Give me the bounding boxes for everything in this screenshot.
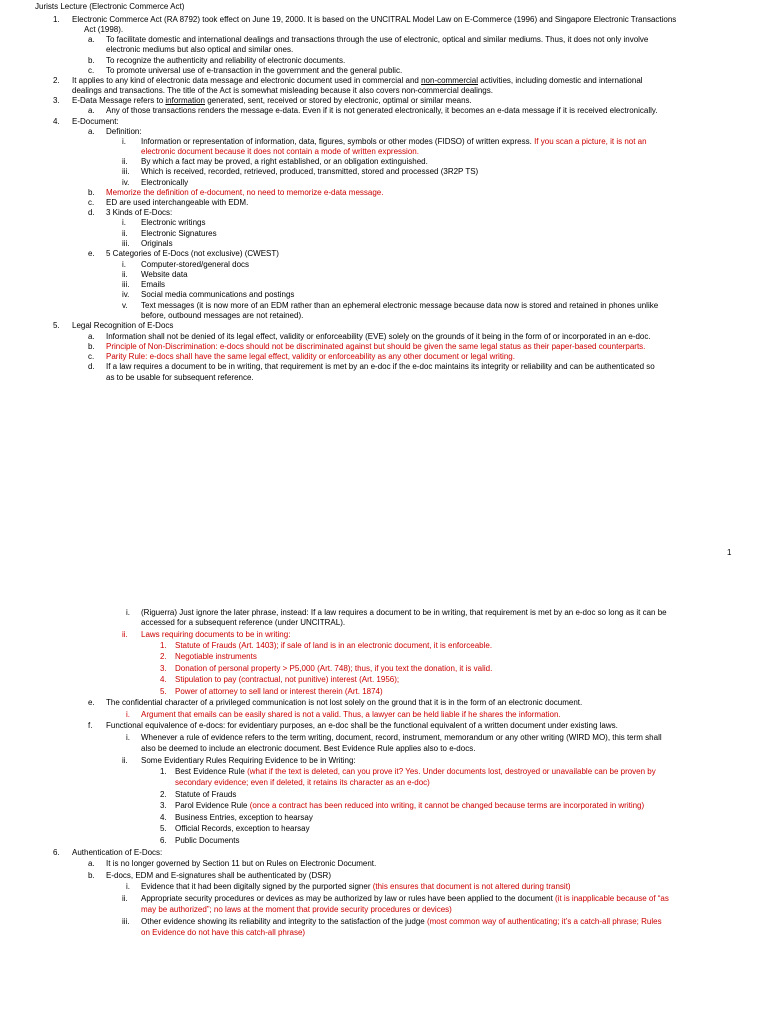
text-line: [141, 744, 475, 754]
line-text: Information shall not be denied of its legal effect, validity or enforceability (EVE) solely on the grounds of it being in the form of or incorporated in an e-doc.: [106, 332, 651, 341]
list-marker: iii.: [122, 917, 130, 926]
text-line: [175, 652, 257, 662]
text-line: [141, 608, 667, 618]
red-annotation: (once a contract has been reduced into writing, it cannot be changed because terms are incorporated in writing): [249, 801, 645, 810]
red-annotation: Principle of Non-Discrimination: e-docs should not be discriminated against but should be given the same legal status as their paper-based counterparts.: [106, 342, 646, 351]
line-text: Originals: [141, 239, 173, 248]
list-marker: v.: [122, 301, 128, 310]
text-line: [141, 280, 165, 290]
document-title: Jurists Lecture (Electronic Commerce Act): [35, 2, 185, 11]
line-text: If a law requires a document to be in writing, that requirement is met by an e-doc if the e-doc maintains its integrity or reliability and can be authenticated so: [106, 362, 655, 371]
text-line: [106, 188, 383, 198]
list-marker: iii.: [122, 239, 130, 248]
text-line: [106, 127, 142, 137]
list-marker: 5.: [160, 687, 167, 696]
list-marker: 3.: [160, 801, 167, 810]
list-marker: f.: [88, 721, 93, 730]
line-text: Parol Evidence Rule: [175, 801, 248, 810]
line-text: Whenever a rule of evidence refers to the term writing, document, record, instrument, memorandum or any other writing (WIRD MO), this term shall: [141, 733, 662, 742]
text-line: [141, 157, 428, 167]
list-marker: iii.: [122, 167, 130, 176]
text-line: [72, 76, 643, 86]
line-text: E-docs, EDM and E-signatures shall be authenticated by (DSR): [106, 871, 331, 880]
text-line: [175, 641, 492, 651]
red-annotation: Memorize the definition of e-document, no need to memorize e-data message.: [106, 188, 384, 197]
list-marker: c.: [88, 66, 95, 75]
red-annotation: Parity Rule: e-docs shall have the same legal effect, validity or enforceability as any other document or legal writing.: [106, 352, 515, 361]
text-line: [106, 45, 293, 55]
line-text: Definition:: [106, 127, 142, 136]
red-annotation: (it is inapplicable because of “as: [555, 894, 669, 903]
underlined-term: information: [165, 96, 205, 105]
text-line: [175, 664, 492, 674]
line-text: Other evidence showing its reliability and integrity to the satisfaction of the judge: [141, 917, 425, 926]
text-line: [106, 342, 645, 352]
text-line: [141, 928, 305, 938]
text-line: [141, 147, 419, 157]
text-line: [175, 801, 644, 811]
text-line: [175, 790, 236, 800]
list-marker: 2.: [160, 652, 167, 661]
red-annotation: Argument that emails can be easily shared is not a valid. Thus, a lawyer can be held liable if he shares the information.: [141, 710, 561, 719]
line-text: The confidential character of a privileged communication is not lost solely on the ground that it is in the form of an electronic document.: [106, 698, 583, 707]
list-marker: 6.: [53, 848, 60, 857]
list-marker: 1.: [160, 767, 167, 776]
red-annotation: (what if the text is deleted, can you prove it? Yes. Under documents lost, destroyed or unavailable can be proven by: [247, 767, 656, 776]
text-line: [106, 35, 648, 45]
line-text: Website data: [141, 270, 188, 279]
line-text: also be deemed to include an electronic document. Best Evidence Rule applies also to e-docs.: [141, 744, 476, 753]
line-text: By which a fact may be proved, a right established, or an obligation extinguished.: [141, 157, 428, 166]
red-annotation: (this ensures that document is not altered during transit): [372, 882, 571, 891]
text-line: [106, 198, 248, 208]
text-line: [106, 362, 655, 372]
text-line: [72, 15, 676, 25]
line-text: It is no longer governed by Section 11 but on Rules on Electronic Document.: [106, 859, 377, 868]
line-text: Public Documents: [175, 836, 240, 845]
text-line: [72, 96, 472, 106]
line-text: E-Data Message refers to: [72, 96, 164, 105]
text-line: [141, 733, 662, 743]
line-text: To promote universal use of e-transaction in the government and the general public.: [106, 66, 403, 75]
line-text: Social media communications and postings: [141, 290, 295, 299]
text-line: [141, 905, 452, 915]
text-line: [72, 321, 173, 331]
list-marker: b.: [88, 871, 95, 880]
red-annotation: If you scan a picture, it is not an: [534, 137, 647, 146]
text-line: [106, 373, 254, 383]
red-annotation: Donation of personal property > P5,000 (Art. 748); thus, if you text the donation, it is valid.: [175, 664, 493, 673]
list-marker: 3.: [160, 664, 167, 673]
list-marker: 4.: [160, 813, 167, 822]
red-annotation: may be authorized”; no laws at the moment that provide security procedures or devices): [141, 905, 452, 914]
text-line: [141, 618, 345, 628]
text-line: [84, 25, 123, 35]
line-text: ED are used interchangeable with EDM.: [106, 198, 249, 207]
red-annotation: (most common way of authenticating; it’s a catch-all phrase; Rules: [426, 917, 662, 926]
text-line: [106, 208, 172, 218]
list-marker: a.: [88, 127, 95, 136]
list-marker: 1.: [53, 15, 60, 24]
red-annotation: Statute of Frauds (Art. 1403); if sale of land is in an electronic document, it is enforceable.: [175, 641, 493, 650]
list-marker: 6.: [160, 836, 167, 845]
line-text: Any of those transactions renders the message e-data. Even if it is not generated electronically, it becomes an e-data message if it is received electronically.: [106, 106, 658, 115]
line-text: Act (1998).: [84, 25, 124, 34]
page-number: 1: [727, 548, 732, 557]
line-text: Computer-stored/general docs: [141, 260, 250, 269]
text-line: [106, 332, 651, 342]
text-line: [175, 687, 383, 697]
list-marker: b.: [88, 188, 95, 197]
line-text: dealings and transactions. The title of the Act is somewhat misleading because it also covers non-commercial dealings.: [72, 86, 493, 95]
line-text: Electronic Commerce Act (RA 8792) took effect on June 19, 2000. It is based on the UNCITRAL Model Law on E-Commerce (1996) and Singapore Electronic Transactions: [72, 15, 677, 24]
text-line: [175, 836, 239, 846]
text-line: [106, 859, 376, 869]
list-marker: a.: [88, 859, 95, 868]
list-marker: c.: [88, 198, 95, 207]
list-marker: ii.: [122, 756, 128, 765]
line-text: electronic mediums but also optical and similar ones.: [106, 45, 294, 54]
text-line: [141, 229, 217, 239]
list-marker: i.: [122, 218, 126, 227]
text-line: [72, 848, 162, 858]
text-line: [141, 137, 647, 147]
list-marker: iv.: [122, 290, 130, 299]
list-marker: iii.: [122, 280, 130, 289]
red-annotation: Laws requiring documents to be in writing:: [141, 630, 291, 639]
line-text: Information or representation of information, data, figures, symbols or other modes (FIDSO) of written express.: [141, 137, 532, 146]
text-line: [106, 56, 345, 66]
line-text: Authentication of E-Docs:: [72, 848, 163, 857]
text-line: [175, 813, 313, 823]
text-line: [106, 871, 331, 881]
line-text: Functional equivalence of e-docs: for evidentiary purposes, an e-doc shall be the functional equivalent of a written document under existing laws.: [106, 721, 618, 730]
red-annotation: Power of attorney to sell land or interest therein (Art. 1874): [175, 687, 383, 696]
text-line: [141, 270, 188, 280]
list-marker: e.: [88, 698, 95, 707]
list-marker: 5.: [160, 824, 167, 833]
line-text: Electronic Signatures: [141, 229, 217, 238]
text-line: [141, 290, 294, 300]
line-text: To facilitate domestic and international dealings and transactions through the use of electronic, optical and similar mediums. Thus, it does not only involve: [106, 35, 649, 44]
line-text: Electronically: [141, 178, 189, 187]
list-marker: d.: [88, 362, 95, 371]
list-marker: b.: [88, 342, 95, 351]
text-line: [106, 721, 618, 731]
text-line: [141, 894, 669, 904]
list-marker: 4.: [53, 117, 60, 126]
list-marker: ii.: [122, 630, 128, 639]
list-marker: 2.: [160, 790, 167, 799]
list-marker: i.: [126, 733, 130, 742]
text-line: [72, 86, 493, 96]
line-text: Which is received, recorded, retrieved, produced, transmitted, stored and processed (3R2P TS): [141, 167, 479, 176]
red-annotation: on Evidence do not have this catch-all phrase): [141, 928, 306, 937]
line-text: accessed for a subsequent reference (under UNCITRAL).: [141, 618, 346, 627]
list-marker: d.: [88, 208, 95, 217]
text-line: [141, 630, 290, 640]
list-marker: ii.: [122, 270, 128, 279]
list-marker: e.: [88, 249, 95, 258]
line-text: It applies to any kind of electronic data message and electronic document used in commercial and: [72, 76, 419, 85]
list-marker: i.: [126, 882, 130, 891]
line-text: Best Evidence Rule: [175, 767, 245, 776]
text-line: [141, 710, 561, 720]
text-line: [175, 767, 656, 777]
list-marker: a.: [88, 35, 95, 44]
text-line: [141, 167, 478, 177]
line-text: as to be usable for subsequent reference.: [106, 373, 254, 382]
text-line: [175, 675, 399, 685]
text-line: [141, 178, 188, 188]
text-line: [141, 239, 173, 249]
text-line: [106, 352, 515, 362]
line-text: Some Evidentiary Rules Requiring Evidence to be in Writing:: [141, 756, 356, 765]
line-text: Appropriate security procedures or devices as may be authorized by law or rules have been applied to the document: [141, 894, 553, 903]
line-text: Business Entries, exception to hearsay: [175, 813, 313, 822]
red-annotation: Negotiable instruments: [175, 652, 257, 661]
red-annotation: secondary evidence; even if deleted, it retains its character as an e-doc): [175, 778, 430, 787]
line-text: Legal Recognition of E-Docs: [72, 321, 174, 330]
list-marker: iv.: [122, 178, 130, 187]
list-marker: ii.: [122, 157, 128, 166]
text-line: [141, 311, 303, 321]
list-marker: i.: [122, 260, 126, 269]
underlined-term: non-commercial: [421, 76, 478, 85]
list-marker: i.: [126, 710, 130, 719]
list-marker: i.: [126, 608, 130, 617]
line-text: activities, including domestic and international: [480, 76, 643, 85]
text-line: [141, 301, 658, 311]
list-marker: ii.: [122, 229, 128, 238]
list-marker: 4.: [160, 675, 167, 684]
line-text: To recognize the authenticity and reliability of electronic documents.: [106, 56, 346, 65]
list-marker: ii.: [122, 894, 128, 903]
list-marker: 2.: [53, 76, 60, 85]
red-annotation: Stipulation to pay (contractual, not punitive) interest (Art. 1956);: [175, 675, 400, 684]
list-marker: c.: [88, 352, 95, 361]
list-marker: 3.: [53, 96, 60, 105]
list-marker: 1.: [160, 641, 167, 650]
text-line: [175, 824, 310, 834]
line-text: E-Document:: [72, 117, 119, 126]
text-line: [106, 66, 402, 76]
text-line: [106, 698, 582, 708]
line-text: 5 Categories of E-Docs (not exclusive) (CWEST): [106, 249, 279, 258]
text-line: [141, 917, 662, 927]
list-marker: i.: [122, 137, 126, 146]
line-text: (Riguerra) Just ignore the later phrase, instead: If a law requires a document to be in writing, that requirement is met by an e-doc so long as it can be: [141, 608, 667, 617]
line-text: generated, sent, received or stored by electronic, optimal or similar means.: [207, 96, 472, 105]
text-line: [141, 756, 356, 766]
text-line: [141, 260, 249, 270]
text-line: [141, 218, 205, 228]
text-line: [106, 106, 658, 116]
line-text: Electronic writings: [141, 218, 206, 227]
list-marker: a.: [88, 106, 95, 115]
text-line: [72, 117, 119, 127]
line-text: before, outbound messages are not retained).: [141, 311, 304, 320]
list-marker: 5.: [53, 321, 60, 330]
text-line: [106, 249, 279, 259]
list-marker: a.: [88, 332, 95, 341]
line-text: Text messages (it is now more of an EDM rather than an ephemeral electronic message because data now is stored and retained in phones unlike: [141, 301, 659, 310]
red-annotation: electronic document because it does not contain a mode of written expression.: [141, 147, 419, 156]
line-text: Evidence that it had been digitally signed by the purported signer: [141, 882, 371, 891]
line-text: Statute of Frauds: [175, 790, 237, 799]
line-text: 3 Kinds of E-Docs:: [106, 208, 173, 217]
list-marker: b.: [88, 56, 95, 65]
line-text: Official Records, exception to hearsay: [175, 824, 310, 833]
text-line: [175, 778, 430, 788]
line-text: Emails: [141, 280, 166, 289]
text-line: [141, 882, 571, 892]
